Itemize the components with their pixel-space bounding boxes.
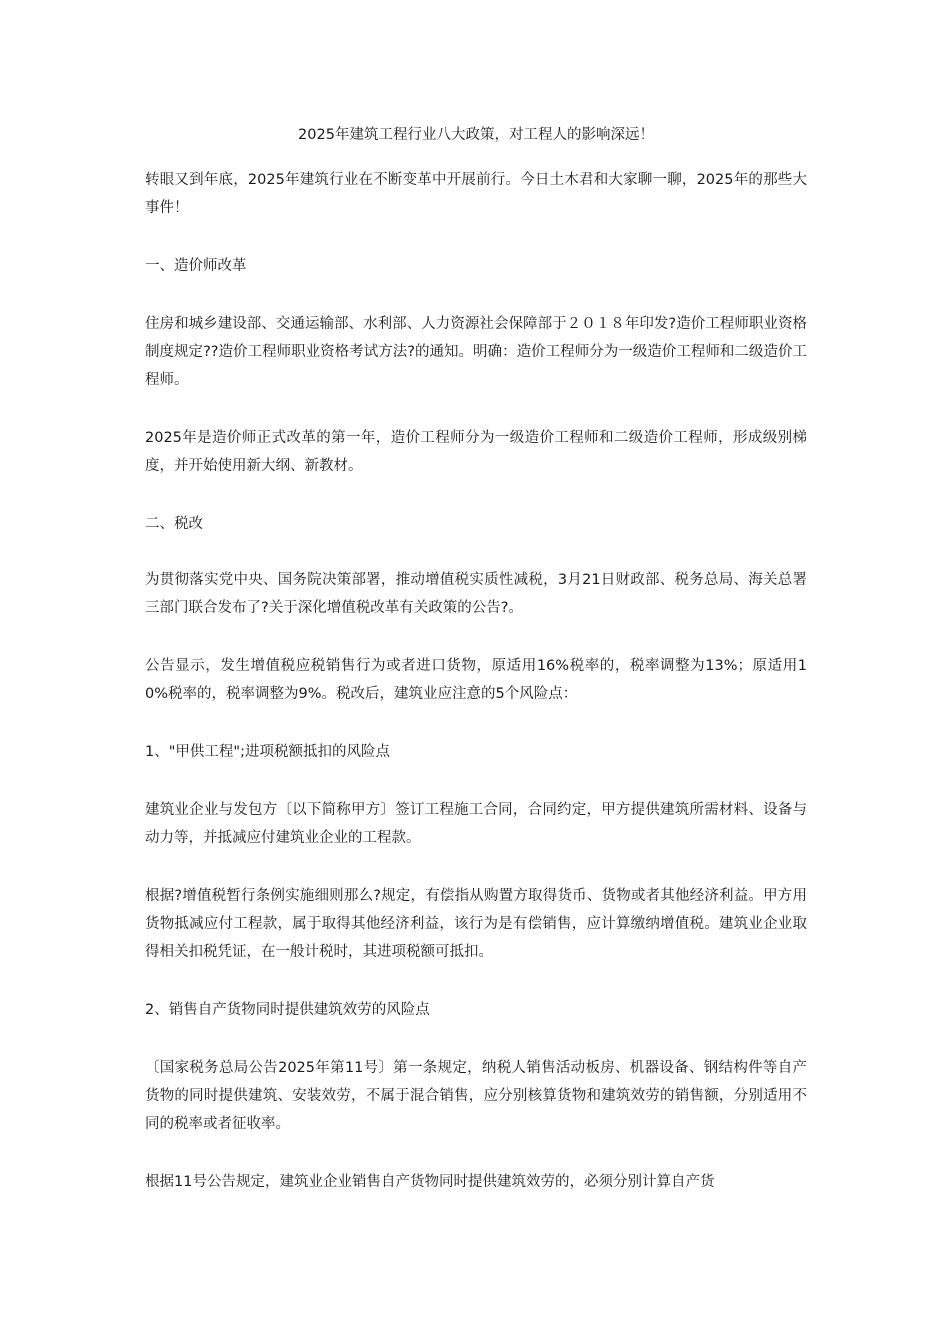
paragraph-announcement-11-rule: 根据11号公告规定，建筑业企业销售自产货物同时提供建筑效劳的，必须分别计算自产货 <box>145 1174 715 1190</box>
section-heading-1: 一、造价师改革 <box>145 258 247 274</box>
section-heading-2: 二、税改 <box>145 516 203 532</box>
paragraph-vat-rules: 根据?增值税暂行条例实施细则那么?规定，有偿指从购置方取得货币、货物或者其他经济利益。甲方用货物抵减应付工程款，属于取得其他经济利益，该行为是有偿销售，应计算缴纳增值税。建筑业企业取得相关扣税凭证，在一般计税时，其进项税额可抵扣。 <box>145 888 807 960</box>
document-page <box>145 0 807 1344</box>
risk-point-heading-2: 2、销售自产货物同时提供建筑效劳的风险点 <box>145 1002 430 1018</box>
paragraph-cost-engineer-reform: 2025年是造价师正式改革的第一年，造价工程师分为一级造价工程师和二级造价工程师，形成级别梯度，并开始使用新大纲、新教材。 <box>145 430 807 474</box>
paragraph-tax-rates: 公告显示，发生增值税应税销售行为或者进口货物，原适用16%税率的，税率调整为13%；原适用10%税率的，税率调整为9%。税改后，建筑业应注意的5个风险点： <box>145 658 807 702</box>
risk-point-heading-1: 1、"甲供工程";进项税额抵扣的风险点 <box>145 744 390 760</box>
paragraph-intro: 转眼又到年底，2025年建筑行业在不断变革中开展前行。今日土木君和大家聊一聊，2025年的那些大事件！ <box>145 172 807 216</box>
paragraph-tax-reform-notice: 为贯彻落实党中央、国务院决策部署，推动增值税实质性减税，3月21日财政部、税务总局、海关总署三部门联合发布了?关于深化增值税改革有关政策的公告?。 <box>145 572 807 616</box>
paragraph-owner-supplied: 建筑业企业与发包方〔以下简称甲方〕签订工程施工合同，合同约定，甲方提供建筑所需材料、设备与动力等，并抵减应付建筑业企业的工程款。 <box>145 802 807 846</box>
document-title: 2025年建筑工程行业八大政策，对工程人的影响深远！ <box>298 127 654 143</box>
paragraph-announcement-11: 〔国家税务总局公告2025年第11号〕第一条规定，纳税人销售活动板房、机器设备、钢结构件等自产货物的同时提供建筑、安装效劳，不属于混合销售，应分别核算货物和建筑效劳的销售额，分别适用不同的税率或者征收率。 <box>145 1060 807 1132</box>
paragraph-cost-engineer-policy: 住房和城乡建设部、交通运输部、水利部、人力资源社会保障部于２０１８年印发?造价工程师职业资格制度规定??造价工程师职业资格考试方法?的通知。明确：造价工程师分为一级造价工程师和二级造价工程师。 <box>145 316 807 388</box>
